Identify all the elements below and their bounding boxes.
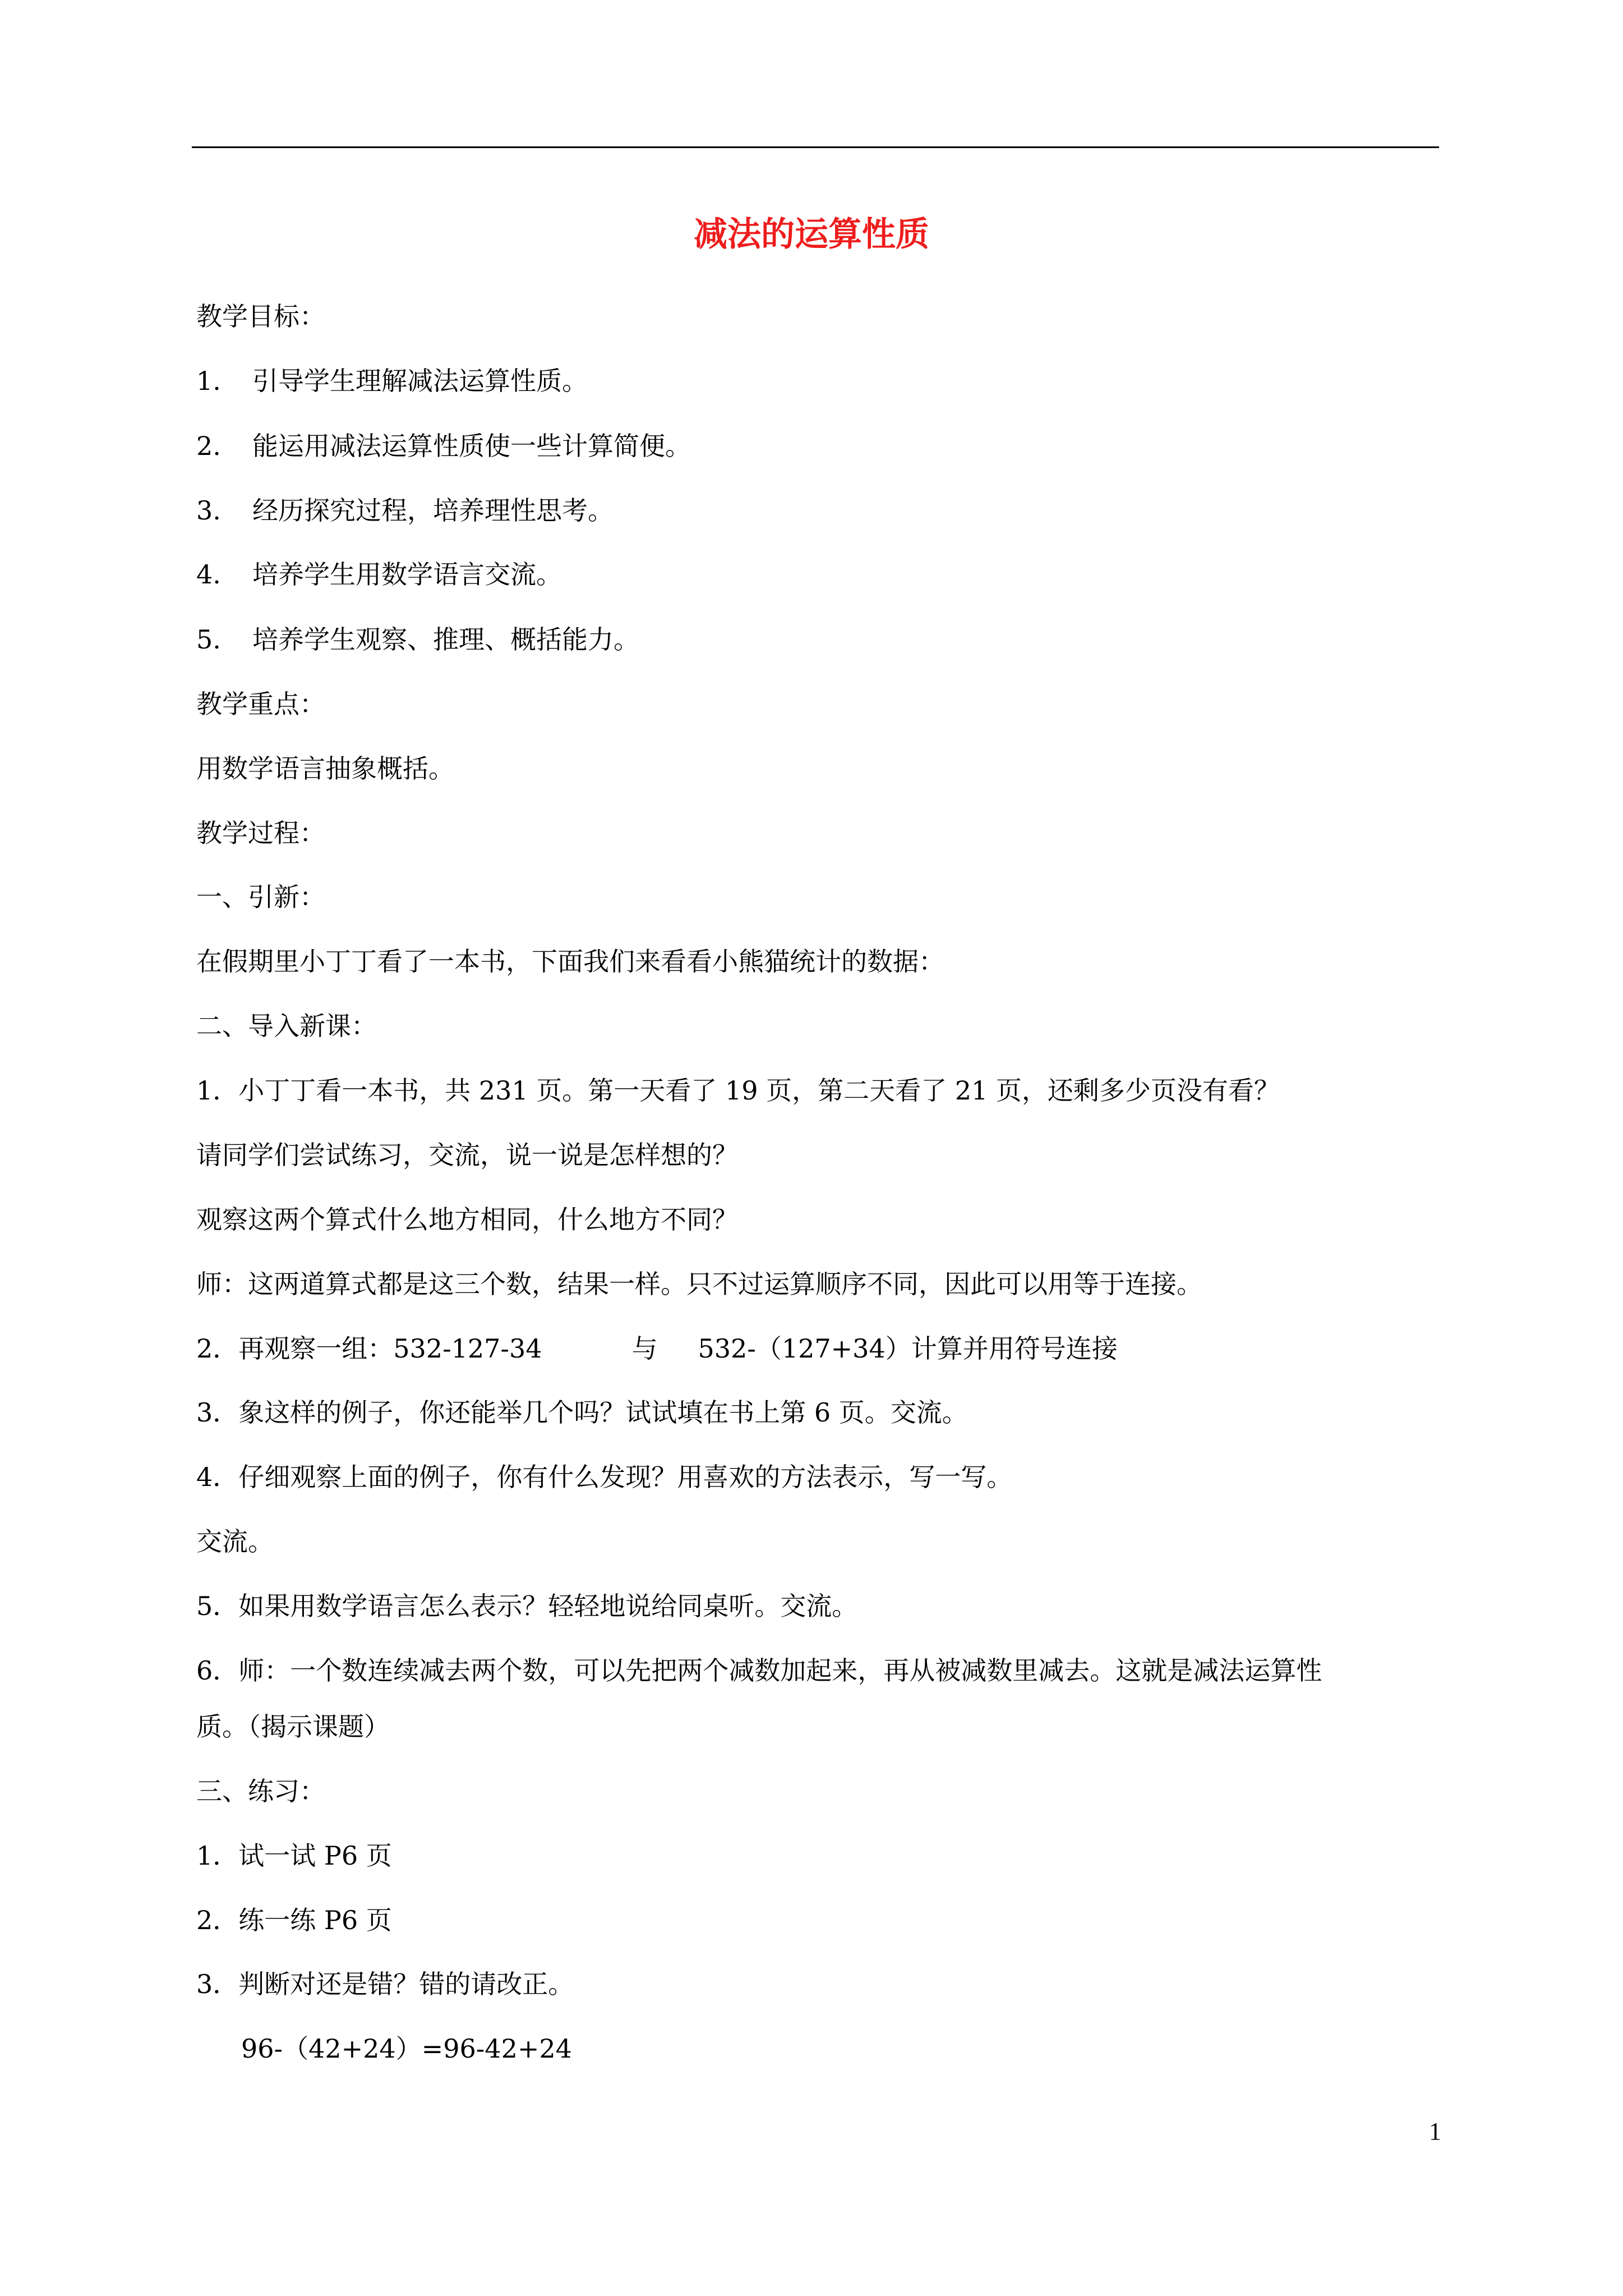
objective-text: 经历探究过程，培养理性思考。 [252, 495, 614, 526]
objective-item [196, 426, 1439, 466]
practice-equation: 96-（42+24）=96-42+24 [241, 2033, 572, 2064]
objective-item [196, 490, 1439, 531]
lesson-step: 质。（揭示课题） [196, 1711, 390, 1742]
objective-item [196, 361, 1439, 401]
step2-prefix: 2．再观察一组：532-127-34 [196, 1333, 542, 1364]
page-number: 1 [1429, 2118, 1441, 2145]
objective-number: 5. [196, 624, 221, 655]
objectives-heading: 教学目标： [196, 301, 325, 332]
lesson-step: 5．如果用数学语言怎么表示？轻轻地说给同桌听。交流。 [196, 1591, 858, 1621]
objective-text: 引导学生理解减法运算性质。 [252, 366, 588, 396]
objective-text: 培养学生用数学语言交流。 [252, 559, 562, 590]
practice-heading: 三、练习： [196, 1776, 325, 1806]
lesson-step: 观察这两个算式什么地方相同，什么地方不同？ [196, 1204, 738, 1235]
key-point-heading: 教学重点： [196, 689, 325, 719]
lesson-step-2 [196, 1328, 1439, 1369]
practice-item: 2．练一练 P6 页 [196, 1905, 392, 1935]
objective-number: 3. [196, 495, 221, 526]
lesson-step: 请同学们尝试练习，交流，说一说是怎样想的？ [196, 1140, 738, 1170]
step2-suffix: 532-（127+34）计算并用符号连接 [698, 1333, 1118, 1364]
header-rule [192, 146, 1439, 148]
lesson-step: 4．仔细观察上面的例子，你有什么发现？用喜欢的方法表示，写一写。 [196, 1462, 1013, 1492]
process-heading: 教学过程： [196, 818, 325, 848]
lesson-step: 3．象这样的例子，你还能举几个吗？试试填在书上第 6 页。交流。 [196, 1397, 968, 1428]
document-title: 减法的运算性质 [694, 215, 929, 254]
new-lesson-heading: 二、导入新课： [196, 1011, 377, 1041]
lesson-step: 6．师：一个数连续减去两个数，可以先把两个减数加起来，再从被减数里减去。这就是减法运算性 [196, 1655, 1322, 1686]
intro-heading: 一、引新： [196, 882, 325, 912]
objective-number: 1. [196, 366, 221, 396]
practice-item: 1．试一试 P6 页 [196, 1841, 392, 1871]
objective-number: 2. [196, 431, 221, 461]
lesson-step: 1．小丁丁看一本书，共 231 页。第一天看了 19 页，第二天看了 21 页，还剩多少页没有看？ [196, 1075, 1280, 1106]
objective-item [196, 619, 1439, 660]
step2-connector: 与 [631, 1333, 658, 1364]
objective-item [196, 554, 1439, 595]
objective-text: 培养学生观察、推理、概括能力。 [252, 624, 639, 655]
practice-item: 3．判断对还是错？错的请改正。 [196, 1969, 574, 1999]
objective-number: 4. [196, 559, 221, 590]
lesson-step: 交流。 [196, 1526, 274, 1557]
objective-text: 能运用减法运算性质使一些计算简便。 [252, 431, 691, 461]
key-point-text: 用数学语言抽象概括。 [196, 753, 454, 784]
intro-text: 在假期里小丁丁看了一本书，下面我们来看看小熊猫统计的数据： [196, 946, 944, 977]
lesson-step: 师：这两道算式都是这三个数，结果一样。只不过运算顺序不同，因此可以用等于连接。 [196, 1269, 1202, 1299]
